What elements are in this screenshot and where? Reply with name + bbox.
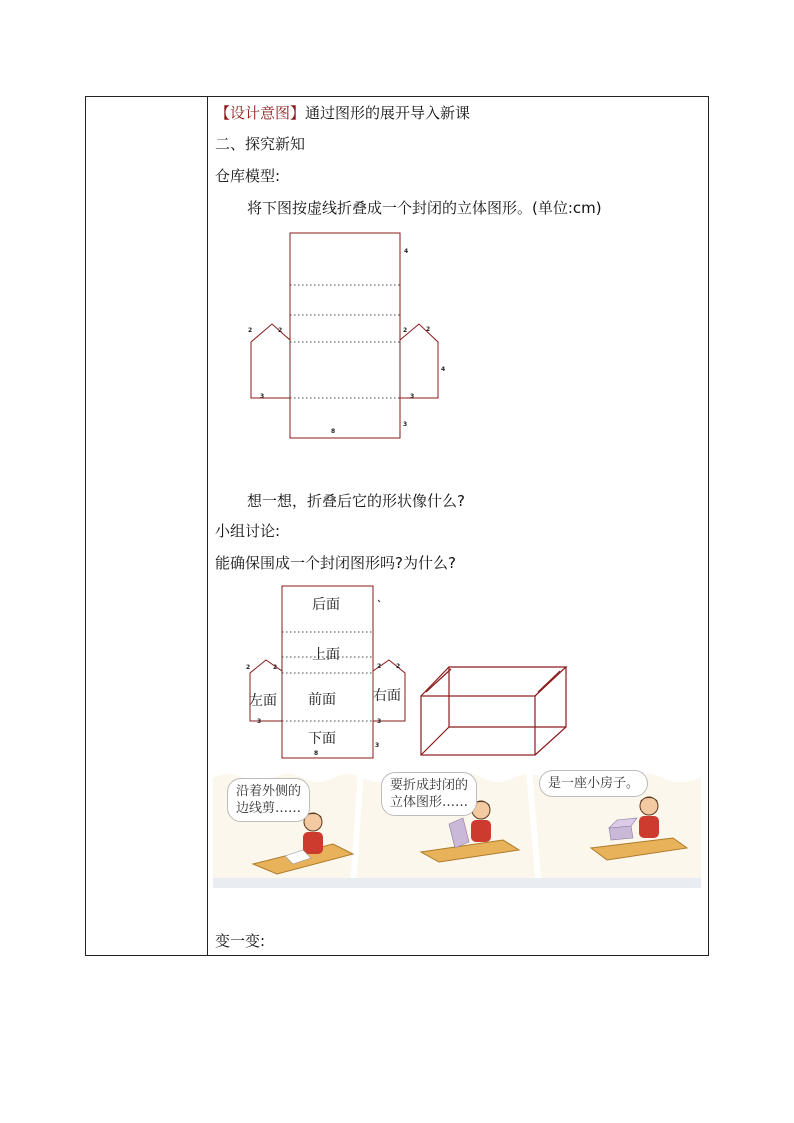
dim-label: 3 xyxy=(260,393,265,400)
bubble-line: 立体图形…… xyxy=(390,795,469,810)
dim-label: 2 xyxy=(248,327,253,334)
panel-divider xyxy=(529,770,539,888)
dim-label: 2 xyxy=(246,664,251,671)
group-discussion: 小组讨论: xyxy=(215,522,281,540)
tick-mark xyxy=(378,600,380,602)
discussion-question: 能确保围成一个封闭图形吗?为什么? xyxy=(215,554,456,572)
child-head-icon xyxy=(640,797,658,815)
design-intent-text: 通过图形的展开导入新课 xyxy=(305,104,471,122)
cuboid-front-face xyxy=(421,696,535,755)
face-back: 后面 xyxy=(312,597,340,613)
cartoon-strip xyxy=(213,770,701,888)
dim-label: 2 xyxy=(426,326,431,333)
dim-label: 3 xyxy=(377,718,382,725)
instruction-text: 将下图按虚线折叠成一个封闭的立体图形。(单位:cm) xyxy=(247,199,602,217)
dim-label: 8 xyxy=(314,750,319,757)
panel-divider xyxy=(353,770,361,888)
net-center-strip xyxy=(290,233,400,438)
bubble-line: 要折成封闭的 xyxy=(390,778,469,793)
floor xyxy=(213,878,701,888)
design-intent xyxy=(215,103,470,123)
subsection-title: 仓库模型: xyxy=(215,167,281,185)
bubble-line: 沿着外侧的 xyxy=(236,784,302,799)
child-body-icon xyxy=(639,816,659,838)
dim-label: 4 xyxy=(404,248,409,255)
paper-house-icon xyxy=(609,826,633,840)
speech-bubble-2 xyxy=(381,772,477,816)
warehouse-net-diagram xyxy=(240,228,460,444)
cuboid-3d-diagram xyxy=(418,664,570,758)
column-divider xyxy=(207,96,208,956)
bubble-line: 边线剪…… xyxy=(236,801,302,816)
section-title: 二、探究新知 xyxy=(215,135,306,153)
desk-icon xyxy=(591,838,687,860)
dim-label: 3 xyxy=(257,718,262,725)
dim-label: 3 xyxy=(403,421,408,428)
dim-label: 4 xyxy=(441,366,446,373)
dim-label: 2 xyxy=(278,327,283,334)
change-title: 变一变: xyxy=(215,932,266,950)
bracket-open: 【 xyxy=(215,104,231,122)
question-text: 想一想，折叠后它的形状像什么? xyxy=(247,492,465,510)
right-gable xyxy=(400,324,438,398)
dim-label: 3 xyxy=(375,742,380,749)
speech-bubble-3 xyxy=(539,770,648,797)
left-gable xyxy=(251,324,290,398)
face-bottom: 下面 xyxy=(308,731,336,747)
bracket-close: 】 xyxy=(290,104,306,122)
face-front: 前面 xyxy=(308,692,336,708)
paper-house-roof-icon xyxy=(609,818,637,828)
cuboid-roof-line xyxy=(426,669,451,692)
dim-label: 2 xyxy=(403,327,408,334)
dim-label: 2 xyxy=(396,663,401,670)
face-left: 左面 xyxy=(249,693,277,709)
face-right: 右面 xyxy=(373,688,401,704)
labeled-net-diagram xyxy=(240,580,420,764)
child-body-icon xyxy=(303,832,323,854)
face-top: 上面 xyxy=(312,647,340,663)
dim-label: 8 xyxy=(331,428,336,435)
speech-bubble-1 xyxy=(227,778,310,822)
cuboid-hidden-edge xyxy=(421,727,449,755)
cuboid-top-face xyxy=(421,667,566,696)
design-intent-label: 设计意图 xyxy=(230,104,291,122)
paper-folding-icon xyxy=(449,818,469,848)
left-gable xyxy=(250,660,282,721)
child-body-icon xyxy=(471,820,491,842)
bubble-line: 是一座小房子。 xyxy=(548,776,640,791)
dim-label: 3 xyxy=(410,393,415,400)
dim-label: 2 xyxy=(377,663,382,670)
dim-label: 2 xyxy=(273,664,278,671)
cuboid-roof-line xyxy=(538,671,560,692)
desk-icon xyxy=(421,840,519,862)
